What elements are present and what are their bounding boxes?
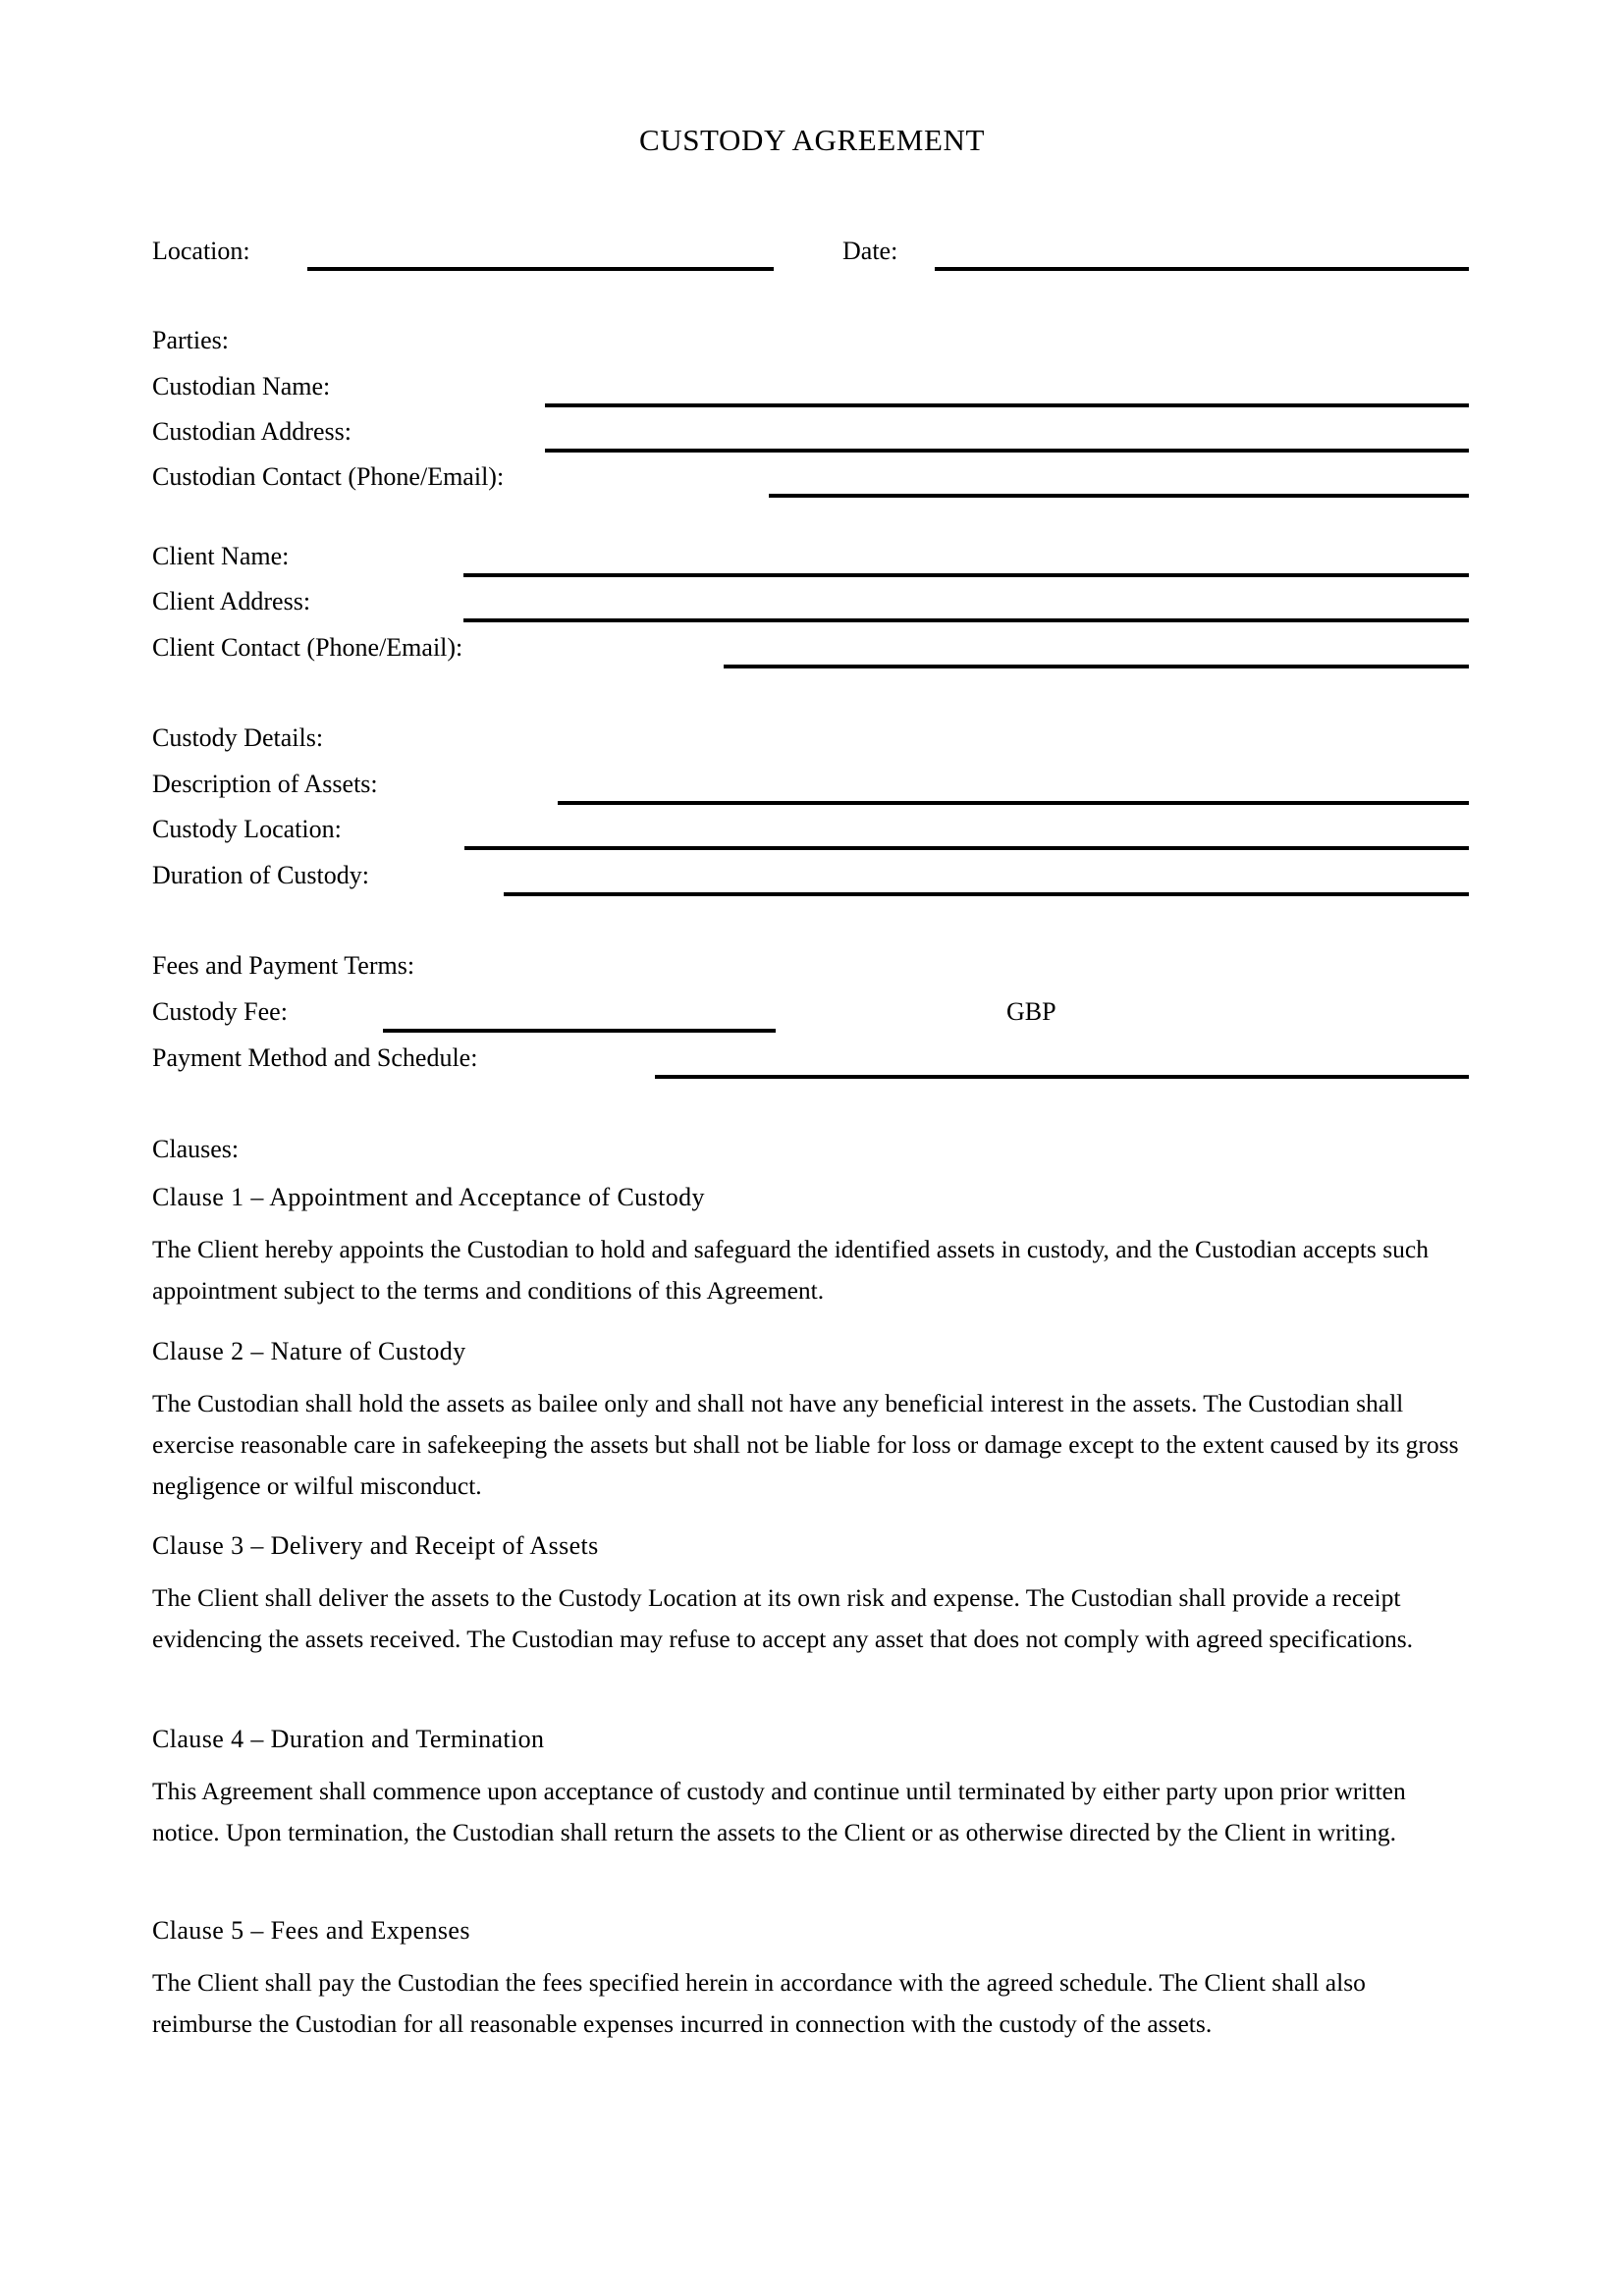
custody-fee-label: Custody Fee: (152, 997, 288, 1026)
custodian-address-input-rule[interactable] (545, 449, 1469, 453)
clause-3-heading: Clause 3 – Delivery and Receipt of Assets (152, 1531, 599, 1560)
duration-of-custody-input-rule[interactable] (504, 892, 1469, 896)
page-title: CUSTODY AGREEMENT (638, 123, 986, 157)
clause-5-heading: Clause 5 – Fees and Expenses (152, 1916, 470, 1945)
duration-of-custody-label: Duration of Custody: (152, 861, 369, 889)
client-address-input-rule[interactable] (463, 618, 1469, 622)
fees-section-label: Fees and Payment Terms: (152, 951, 415, 980)
date-label: Date: (842, 237, 898, 265)
clause-3-body: The Client shall deliver the assets to the Custody Location at its own risk and expense. The Custodian shall provide a receipt evidencing the assets received. The Custodian may refuse to accept any asset that does not comply with agreed specifications. (152, 1583, 1414, 1653)
client-contact-input-rule[interactable] (724, 665, 1469, 668)
clause-1-body: The Client hereby appoints the Custodian to hold and safeguard the identified assets in custody, and the Custodian accepts such appointment subject to the terms and conditions of this Agreement. (152, 1235, 1429, 1305)
client-name-input-rule[interactable] (463, 573, 1469, 577)
custodian-contact-input-rule[interactable] (769, 494, 1469, 498)
parties-section-label: Parties: (152, 326, 229, 354)
custody-fee-input-rule[interactable] (383, 1029, 776, 1033)
clause-4-heading: Clause 4 – Duration and Termination (152, 1725, 545, 1753)
clause-2-body: The Custodian shall hold the assets as bailee only and shall not have any beneficial interest in the assets. The Custodian shall exercise reasonable care in safekeeping the assets but shall not be liable for loss or damage except to the extent caused by its gross negligence or wilful misconduct. (152, 1389, 1459, 1500)
custodian-address-label: Custodian Address: (152, 417, 352, 446)
custody-details-section-label: Custody Details: (152, 723, 324, 752)
clause-2-heading: Clause 2 – Nature of Custody (152, 1337, 466, 1365)
location-input-rule[interactable] (307, 267, 774, 271)
custody-location-label: Custody Location: (152, 815, 342, 843)
description-of-assets-label: Description of Assets: (152, 770, 378, 798)
description-of-assets-input-rule[interactable] (558, 801, 1469, 805)
custodian-name-label: Custodian Name: (152, 372, 331, 400)
clauses-section-label: Clauses: (152, 1135, 240, 1163)
payment-method-input-rule[interactable] (655, 1075, 1469, 1079)
custodian-name-input-rule[interactable] (545, 403, 1469, 407)
client-name-label: Client Name: (152, 542, 290, 570)
payment-method-label: Payment Method and Schedule: (152, 1043, 478, 1072)
date-input-rule[interactable] (935, 267, 1469, 271)
clause-4-body: This Agreement shall commence upon acceptance of custody and continue until terminated by either party upon prior written notice. Upon termination, the Custodian shall return the assets to the Client or as otherwise directed by the Client in writing. (152, 1777, 1406, 1846)
client-contact-label: Client Contact (Phone/Email): (152, 633, 463, 662)
client-address-label: Client Address: (152, 587, 311, 615)
location-label: Location: (152, 237, 250, 265)
clause-1-heading: Clause 1 – Appointment and Acceptance of Custody (152, 1183, 705, 1211)
currency-label: GBP (1006, 997, 1056, 1026)
custody-location-input-rule[interactable] (464, 846, 1469, 850)
clause-5-body: The Client shall pay the Custodian the fees specified herein in accordance with the agreed schedule. The Client shall also reimburse the Custodian for all reasonable expenses incurred in connection with the custody of the assets. (152, 1968, 1366, 2038)
custodian-contact-label: Custodian Contact (Phone/Email): (152, 462, 505, 491)
